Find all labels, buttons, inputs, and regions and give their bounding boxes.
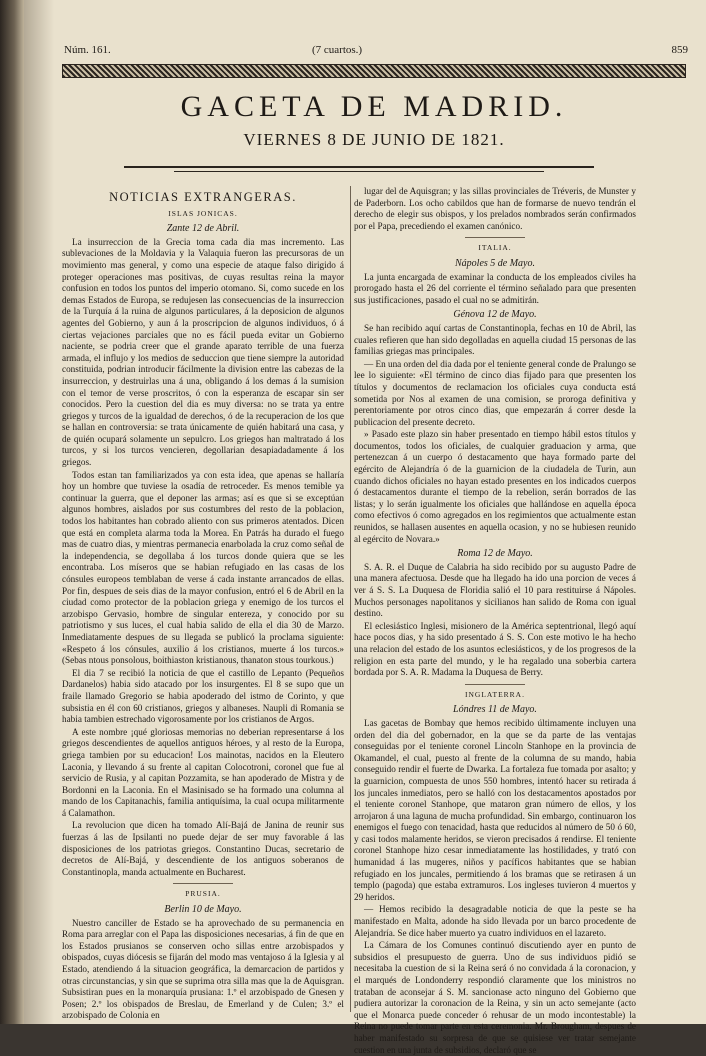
masthead-date: VIERNES 8 DE JUNIO DE 1821. [243, 130, 505, 149]
article-prusia [62, 918, 344, 1022]
issue-number: Núm. 161. [64, 44, 111, 56]
subsection-heading-islas: ISLAS JONICAS. [168, 208, 238, 218]
gutter-shadow [24, 0, 54, 1024]
dateline-napoles: Nápoles 5 de Mayo. [455, 257, 535, 269]
paragraph: » Pasado este plazo sin haber presentado en tiempo hábil estos títulos y documentos, todos los oficiales, de cualquier graduacion y arma, que pertenezcan á un cuerpo ó destacamento que haya formado parte del egército de Alejandría ó de la guarnicion de la ciudadela de Turin, aun cuando dichos oficiales no hayan estado presentes en los indicados cuerpos ó destacamentos durante el tiempo de la rebelion, serán borrados de las listas; y lo serán igualmente los oficiales que hallándose en aquella época como efectivos ó como agregados en los regimientos que actualmente estan reunidos, se hallasen ausentes en aquella ocasion, y no se hubiesen reunido al egército de Novara.» [354, 429, 636, 544]
paragraph: S. A. R. el Duque de Calabria ha sido recibido por su augusto Padre de una manera afectuosa. Desde que ha llegado ha ido una porcion de veces á ver á S. S. La Duquesa de Floridia salió el 10 para restituirse á Nápoles. Muchos personages napolitanos y sicilianos han salido de Roma con igual destino. [354, 561, 636, 619]
ornamental-border [62, 64, 686, 78]
page-header [64, 44, 688, 58]
price: (7 cuartos.) [312, 44, 363, 56]
article-islas [62, 237, 344, 879]
right-column [354, 186, 636, 1055]
paragraph: Las gacetas de Bombay que hemos recibido últimamente incluyen una orden del dia del gobernador, en la que se da parte de las ventajas conseguidas por el teniente coronel Lincoln Stanhope en la provincia de Okamandel, el cual, puesto al frente de la columna de su mando, habia conseguido rendir el fuerte de Dwarka. La fortaleza fue tomada por asalto; y la guarnicion, compuesta de unos 550 hombres, intentó hacer su retirada á los juncales inmediatos, pero se halló con los destacamentos apostados por el teniente coronel Stanhope, que mataron gran número de ellos, y los arrojaron á una laguna de mucha profundidad. Sin embargo, continuaron los enemigos el fuego con tenacidad, hasta que reducidos al número de 50 ó 60, y casi todos malamente heridos, se vieron precisados á rendirse. El teniente coronel Stanhope hizo cesar inmediatamente las hostilidades, y trató con humanidad á las mugeres, niños y pacíficos habitantes que se habian refugiado en los juncales, permitiendo á los bramas que se retirasen á un templo (pagoda) que estaba extramuros. Los ingleses tuvieron 4 muertos y 29 heridos. [354, 717, 636, 902]
masthead-title: GACETA DE MADRID. [180, 90, 568, 123]
article-londres [354, 718, 636, 1056]
article-napoles [354, 272, 636, 307]
book-spine [0, 0, 26, 1024]
section-heading: NOTICIAS EXTRANGERAS. [109, 190, 297, 204]
paragraph: La Cámara de los Comunes continuó discutiendo ayer en punto de subsidios el presupuesto de guerra. Uno de sus individuos pidió se necesitaba la cuestion de si la Reina será ó no convidada á la coronacion, y el marqués de Londonderry respondió claramente que los ministros no trataban de aconsejar á S. M. sancionase acto ninguno del Gobierno que pudiera autorizar la coronacion de la Reina, y sin un acto semejante (acto que el Monarca puede conceder ó rehusar de un modo incontestable) la Reina no puede tomar parte en esta ceremonia. Mr. Brougham, despues de haber manifestado su sorpresa de que se quisiese ver tratar semejante cuestion en una junta de subsidios, declaró que se [354, 940, 636, 1055]
subsection-heading-prusia: PRUSIA. [185, 889, 221, 899]
paragraph: La revolucion que dicen ha tomado Alí-Bajá de Janina de reunir sus fuerzas á las de Ipsilanti no puede dejar de ser muy favorable á las disposiciones de los patriotas griegos. Constantino Ducas, secretario de decretos de Alí-Bajá, y descendiente de los antiguos soberanos de Constantinopla, manda actualmente en Bucharest. [62, 820, 344, 877]
paragraph: A este nombre ¡qué gloriosas memorias no deberian representarse á los griegos descendientes de aquellos antiguos héroes, y al resto de la Europa, griega tambien por su educacion! Los mainotas, nacidos en la Eleutero Laconia, y llevando á su frente al capitan Colocotroni, coronel que fue al servicio de Rusia, y al capitan Pozzamita, se han apoderado de Mistra y de Bordonni en la Laconia. En el Masinisado se ha formado una columna al mando de los Capitanachis, familia antiquísima, la cual ocupa militarmente á Calamathon. [62, 726, 344, 818]
paragraph: La insurreccion de la Grecia toma cada dia mas incremento. Las sublevaciones de la Moldavia y la Valaquia fueron las precursoras de un movimiento mas general, y como una especie de ataque falso dirigido á proteger operaciones mas positivas, de cuyas resultas reina la mayor confusion en todos los puntos del imperio otomano. Si, como sucede en los demas Estados de Europa, se redujesen las consecuencias de la insurreccion de la Turquía á la ruina de algunos particulares, á la deposicion de algunos agentes del Gobierno, y aun á la proscripcion de algunos individuos, ó á ciertas vejaciones parciales que no es fácil pueda evitar un Gobierno naciente, se podria creer que el grande aparato terrible de una fuerza armada, el influjo y los medios de seduccion que tiene siempre la autoridad constituida, podrian introducir fácilmente la division entre las cabezas de la insurreccion, y destruirlas una á una, obligando á los demas á la sumision con el temor de verse proscritos, ó con la esperanza de escapar sin ser conocidos. Pero la cuestion del dia es muy diversa: no se trata ya entre griegos y turcos de la igualdad de derechos, ó de la recuperacion de los que se hallan en controversia: se trata únicamente de quién habitará una casa, y de quién ocupará solamente un sepulcro. Los griegos han maltratado á los turcos, y si los turcos vencieren, degollarian desapiadadamente á los griegos. [62, 236, 344, 468]
column-divider [350, 186, 351, 1012]
paragraph: Todos estan tan familiarizados ya con esta idea, que apenas se hallaría hoy un hombre que tuviese la osadía de retroceder. Es menos temible ya continuar la guerra, que el deponer las armas; así es que si se exceptúan algunos hombres, aislados por sus costumbres del resto de la poblacion, todos los habitantes han cobrado aliento con sus primeros atentados. Dicen que está en completa alarma toda la Morea. En Patrás ha durado el fuego mas de cuatro dias, y mientras permanecia enarbolada la cruz como señal de la independencia, se degollaba á los turcos donde quiera que se les encontraba. Los míseros que se habian refugiado en las casas de los cónsules europeos temblaban de verse á cada instante arrancados de ellas. Por fin, despues de seis dias de la mayor confusion, entró el 6 de Abril en la ciudad como protector de la poblacion griega y enemigo de los turcos el arzobispo Gervasio, hombre de singular entereza, y conocido por su patriotismo y sus luces, el cual habia salido de ella el dia 30 de Marzo. Inmediatamente despues de su llegada se publicó la proclama siguiente: «Respeto á los cónsules, auxilio á los cristianos, muerte á los turcos.» (Sebas ntous ponsolous, boithiaston kristianous, thanaton stous tourkous.) [62, 469, 344, 666]
left-column [62, 186, 344, 1021]
page-number: 859 [671, 44, 688, 56]
subsection-heading-inglaterra: INGLATERRA. [465, 689, 525, 699]
dateline-genova: Génova 12 de Mayo. [453, 309, 537, 321]
article-separator [465, 684, 525, 685]
paragraph: El eclesiástico Inglesi, misionero de la América septentrional, llegó aquí hace pocos dias, y ha sido presentado á S. S. Con este motivo le ha hecho una relacion del estado de los asuntos eclesiásticos, y de los progresos de la religion en esta parte del mundo, y le ha regalado una soberbia cartera bordada por S. A. R. Madama la Duquesa de Berry. [354, 620, 636, 678]
article-separator [465, 237, 525, 238]
article-genova [354, 323, 636, 545]
paragraph: El dia 7 se recibió la noticia de que el castillo de Lepanto (Pequeños Dardanelos) habia sido atacado por los insurgentes. El 8 se supo que un fraile llamado Gregorio se habia apoderado del istmo de Corinto, y que subsistia en él con 60 cristianos, griegos y albaneses. Naupli di Romania se habia tambien estrechado vigorosamente por los cristianos de Argos. [62, 667, 344, 725]
subsection-heading-italia: ITALIA. [478, 243, 512, 253]
article-continuation [354, 186, 636, 232]
paragraph: Se han recibido aquí cartas de Constantinopla, fechas en 10 de Abril, las cuales refieren que han sido degolladas en aquella ciudad 15 personas de las familias griegas mas principales. [354, 322, 636, 357]
dateline-zante: Zante 12 de Abril. [166, 223, 240, 235]
masthead-rule-bottom [174, 171, 544, 172]
dateline-roma: Roma 12 de Mayo. [457, 548, 533, 560]
paragraph: La junta encargada de examinar la conducta de los empleados civiles ha prorogado hasta el 26 del corriente el término señalado para que presenten sus justificaciones, pasado el cual no se admitirán. [354, 271, 636, 305]
paragraph: — En una orden del dia dada por el teniente general conde de Pralungo se lee lo siguiente: «El término de cinco dias fijado para que presenten los títulos y documentos de reclamacion los oficiales cuya conducta está sometida por Nos al examen de una comision, se proroga definitiva y perentoriamente por otros cinco dias, que empezarán á correr desde la publicacion del presente decreto. [354, 358, 636, 427]
dateline-londres: Lóndres 11 de Mayo. [453, 704, 537, 716]
masthead-rule-top [124, 166, 594, 168]
paragraph: Nuestro canciller de Estado se ha aprovechado de su permanencia en Roma para arreglar con el Papa las disposiciones necesarias, á fin de que en los Estados prusianos se conserven ocho sillas entre arzobispados y obispados, cuyas diócesis se fijarán del modo mas ventajoso á la Iglesia y al Estado, atendiendo á la situacion geográfica, la demarcacion de partidos y otras circunstancias, y sin que se suprima otra silla mas que la de Aquisgran. Subsistiran pues en la monarquía prusiana: 1.º el arzobispado de Gnesen y Posen; 2.º los obispados de Breslau, de Emerland y de Culen; 3.º el arzobispado de Colonia en [62, 917, 344, 1021]
newspaper-page [24, 0, 706, 1055]
article-roma [354, 562, 636, 679]
article-separator [173, 883, 233, 884]
paragraph: — Hemos recibido la desagradable noticia de que la peste se ha manifestado en Malta, adonde ha sido llevada por un barco procedente de Alejandría. Se dice haber muerto ya cuatro individuos en el lazareto. [354, 904, 636, 938]
paragraph: lugar del de Aquisgran; y las sillas provinciales de Tréveris, de Munster y de Paderborn. Los ocho cabildos que han de formarse de nuevo tendrán el derecho de elegir sus obispos, y los prelados nombrados serán confirmados por el Papa, precediendo el examen canónico. [354, 186, 636, 231]
dateline-berlin: Berlin 10 de Mayo. [164, 904, 242, 916]
